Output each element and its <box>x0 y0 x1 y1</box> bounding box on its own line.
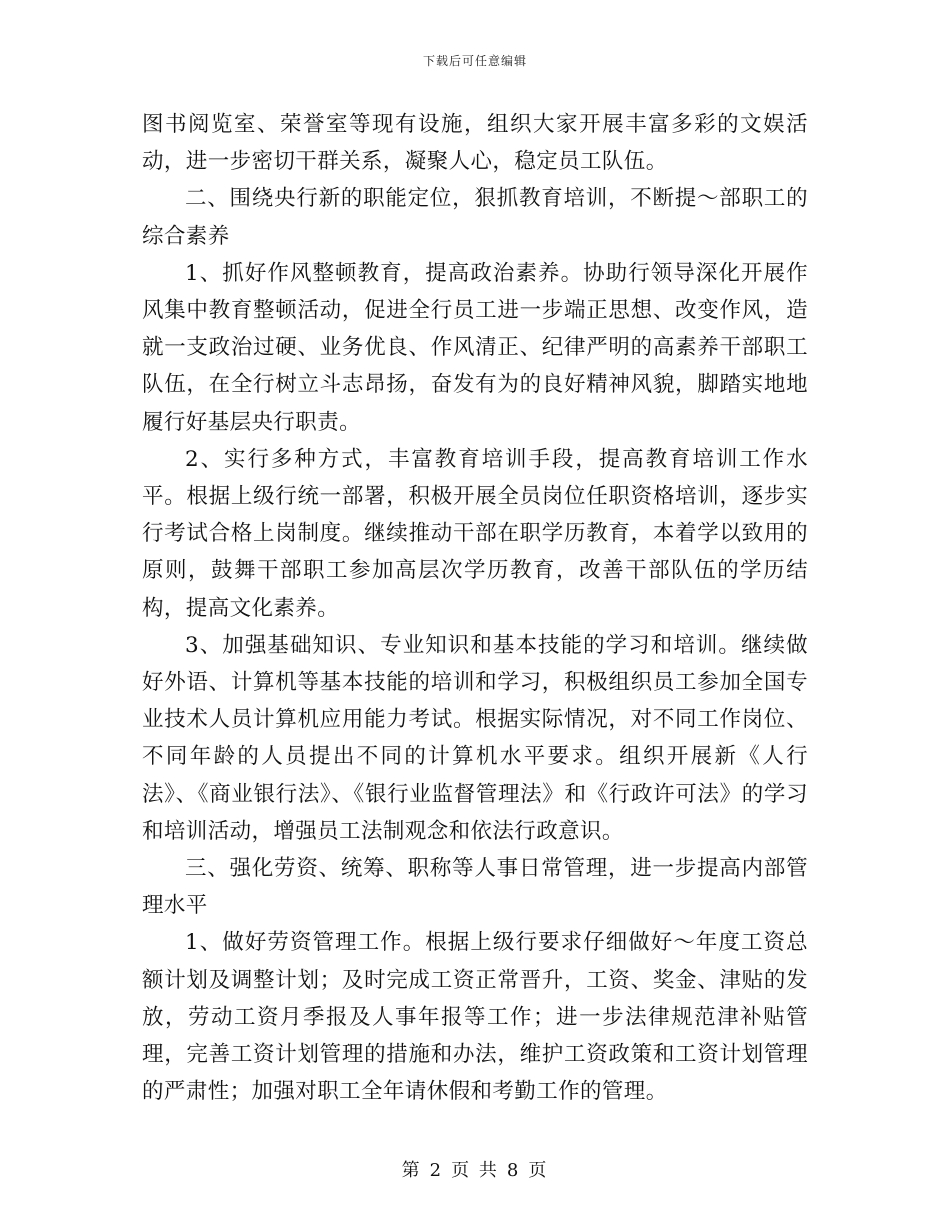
paragraph: 2、实行多种方式，丰富教育培训手段，提高教育培训工作水平。根据上级行统一部署，积极开展全员岗位任职资格培训，逐步实行考试合格上岗制度。继续推动干部在职学历教育，本着学以致用的原则，鼓舞干部职工参加高层次学历教育，改善干部队伍的学历结构，提高文化素养。 <box>142 446 808 621</box>
page-footer <box>0 1156 950 1182</box>
footer-prefix: 第 <box>401 1160 422 1181</box>
document-body <box>142 106 808 1110</box>
paragraph: 三、强化劳资、统筹、职称等人事日常管理，进一步提高内部管理水平 <box>142 856 808 919</box>
footer-middle: 页 共 <box>451 1160 499 1181</box>
total-page-count: 8 <box>506 1160 521 1181</box>
page-header: 下载后可任意编辑 <box>422 54 527 68</box>
paragraph: 二、围绕央行新的职能定位，狠抓教育培训，不断提～部职工的综合素养 <box>142 186 808 249</box>
current-page-number: 2 <box>429 1160 444 1181</box>
paragraph: 图书阅览室、荣誉室等现有设施，组织大家开展丰富多彩的文娱活动，进一步密切干群关系，凝聚人心，稳定员工队伍。 <box>142 112 808 175</box>
paragraph: 3、加强基础知识、专业知识和基本技能的学习和培训。继续做好外语、计算机等基本技能的培训和学习，积极组织员工参加全国专业技术人员计算机应用能力考试。根据实际情况，对不同工作岗位、不同年龄的人员提出不同的计算机水平要求。组织开展新《人行法》、《商业银行法》、《银行业监督管理法》和《行政许可法》的学习和培训活动，增强员工法制观念和依法行政意识。 <box>142 632 808 844</box>
paragraph: 1、做好劳资管理工作。根据上级行要求仔细做好～年度工资总额计划及调整计划；及时完成工资正常晋升，工资、奖金、津贴的发放，劳动工资月季报及人事年报等工作；进一步法律规范津补贴管理，完善工资计划管理的措施和办法，维护工资政策和工资计划管理的严肃性；加强对职工全年请休假和考勤工作的管理。 <box>142 930 808 1105</box>
footer-suffix: 页 <box>528 1160 549 1181</box>
paragraph: 1、抓好作风整顿教育，提高政治素养。协助行领导深化开展作风集中教育整顿活动，促进全行员工进一步端正思想、改变作风，造就一支政治过硬、业务优良、作风清正、纪律严明的高素养干部职工队伍，在全行树立斗志昂扬，奋发有为的良好精神风貌，脚踏实地地履行好基层央行职责。 <box>142 260 808 435</box>
